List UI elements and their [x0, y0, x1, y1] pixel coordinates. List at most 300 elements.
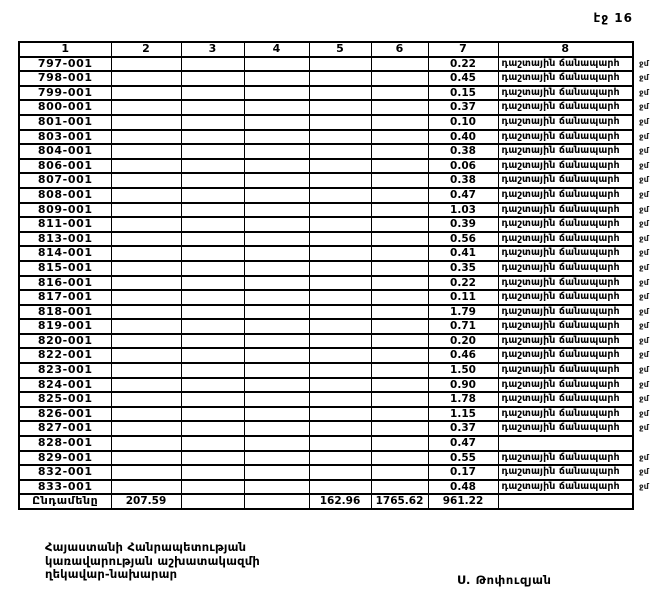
- table-row: [19, 348, 665, 363]
- col2-cell: [111, 480, 181, 495]
- row-code-cell: 800-001: [19, 100, 111, 115]
- edge-fragment: ջմ: [639, 248, 649, 258]
- road-type-cell: դաշտային ճանապարհ: [498, 144, 633, 159]
- col5-cell: [309, 173, 371, 188]
- table-row: [19, 100, 665, 115]
- total-row: [19, 494, 665, 509]
- col6-cell: [371, 173, 428, 188]
- road-type-cell: դաշտային ճանապարհ: [498, 290, 633, 305]
- col2-cell: 207.59: [111, 494, 181, 509]
- road-type-cell: դաշտային ճանապարհ: [498, 348, 633, 363]
- area-value-cell: 0.22: [428, 276, 498, 291]
- col2-cell: [111, 407, 181, 422]
- table-row: [19, 378, 665, 393]
- col2-cell: [111, 100, 181, 115]
- col4-cell: [244, 232, 309, 247]
- road-type-cell: դաշտային ճանապարհ: [498, 407, 633, 422]
- col6-cell: [371, 276, 428, 291]
- col2-cell: [111, 436, 181, 451]
- col2-cell: [111, 71, 181, 86]
- column-header-5: 5: [309, 42, 371, 57]
- edge-fragment: [633, 436, 665, 451]
- col4-cell: [244, 334, 309, 349]
- col4-cell: [244, 173, 309, 188]
- col3-cell: [181, 130, 244, 145]
- col2-cell: [111, 130, 181, 145]
- area-value-cell: 0.11: [428, 290, 498, 305]
- road-type-cell: դաշտային ճանապարհ: [498, 480, 633, 495]
- edge-fragment: ջմ: [639, 189, 649, 199]
- table-row: [19, 173, 665, 188]
- col4-cell: [244, 188, 309, 203]
- edge-fragment: ջմ: [639, 116, 649, 126]
- area-value-cell: 0.06: [428, 159, 498, 174]
- table-row: [19, 246, 665, 261]
- col3-cell: [181, 173, 244, 188]
- table-row: [19, 188, 665, 203]
- col5-cell: [309, 480, 371, 495]
- area-value-cell: 0.55: [428, 451, 498, 466]
- col2-cell: [111, 159, 181, 174]
- col2-cell: [111, 217, 181, 232]
- col2-cell: [111, 363, 181, 378]
- col3-cell: [181, 86, 244, 101]
- col5-cell: [309, 100, 371, 115]
- col3-cell: [181, 465, 244, 480]
- road-type-cell: դաշտային ճանապարհ: [498, 421, 633, 436]
- area-value-cell: 0.20: [428, 334, 498, 349]
- col6-cell: [371, 246, 428, 261]
- col3-cell: [181, 57, 244, 72]
- org-line-3: ղեկավար-նախարար: [45, 567, 178, 581]
- col2-cell: [111, 246, 181, 261]
- col4-cell: [244, 115, 309, 130]
- area-value-cell: 0.35: [428, 261, 498, 276]
- row-code-cell: 822-001: [19, 348, 111, 363]
- col2-cell: [111, 305, 181, 320]
- col2-cell: [111, 57, 181, 72]
- col3-cell: [181, 71, 244, 86]
- col5-cell: [309, 305, 371, 320]
- row-code-cell: 801-001: [19, 115, 111, 130]
- road-type-cell: [498, 436, 633, 451]
- col3-cell: [181, 407, 244, 422]
- edge-fragment: ջմ: [639, 394, 649, 404]
- road-type-cell: դաշտային ճանապարհ: [498, 392, 633, 407]
- table-row: [19, 334, 665, 349]
- table-row: [19, 232, 665, 247]
- col6-cell: [371, 348, 428, 363]
- area-value-cell: 0.39: [428, 217, 498, 232]
- col6-cell: [371, 392, 428, 407]
- col4-cell: [244, 436, 309, 451]
- area-value-cell: 0.71: [428, 319, 498, 334]
- col6-cell: [371, 203, 428, 218]
- column-header-8: 8: [498, 42, 633, 57]
- row-code-cell: 811-001: [19, 217, 111, 232]
- col2-cell: [111, 232, 181, 247]
- area-value-cell: 0.90: [428, 378, 498, 393]
- column-header-3: 3: [181, 42, 244, 57]
- col3-cell: [181, 451, 244, 466]
- col6-cell: [371, 421, 428, 436]
- row-code-cell: 820-001: [19, 334, 111, 349]
- col6-cell: [371, 188, 428, 203]
- row-code-cell: 803-001: [19, 130, 111, 145]
- area-value-cell: 0.56: [428, 232, 498, 247]
- area-value-cell: 0.48: [428, 480, 498, 495]
- col4-cell: [244, 57, 309, 72]
- area-value-cell: 0.37: [428, 421, 498, 436]
- area-value-cell: 0.45: [428, 71, 498, 86]
- edge-fragment: ջմ: [639, 58, 649, 68]
- col5-cell: [309, 71, 371, 86]
- area-value-cell: 1.03: [428, 203, 498, 218]
- col4-cell: [244, 290, 309, 305]
- area-value-cell: 1.79: [428, 305, 498, 320]
- table-row: [19, 480, 665, 495]
- edge-fragment: ջմ: [639, 292, 649, 302]
- col4-cell: [244, 378, 309, 393]
- col3-cell: [181, 261, 244, 276]
- edge-fragment: ջմ: [639, 73, 649, 83]
- col2-cell: [111, 173, 181, 188]
- row-code-cell: 809-001: [19, 203, 111, 218]
- table-row: [19, 305, 665, 320]
- area-value-cell: 0.17: [428, 465, 498, 480]
- col4-cell: [244, 494, 309, 509]
- col5-cell: [309, 261, 371, 276]
- table-row: [19, 392, 665, 407]
- col6-cell: [371, 71, 428, 86]
- road-type-cell: [498, 494, 633, 509]
- edge-fragment: ջմ: [639, 131, 649, 141]
- edge-fragment: ջմ: [639, 306, 649, 316]
- col5-cell: [309, 392, 371, 407]
- col4-cell: [244, 71, 309, 86]
- col6-cell: [371, 305, 428, 320]
- col2-cell: [111, 334, 181, 349]
- col5-cell: [309, 130, 371, 145]
- table-row: [19, 465, 665, 480]
- road-type-cell: դաշտային ճանապարհ: [498, 378, 633, 393]
- col4-cell: [244, 451, 309, 466]
- row-code-cell: 808-001: [19, 188, 111, 203]
- row-code-cell: 804-001: [19, 144, 111, 159]
- area-value-cell: 0.40: [428, 130, 498, 145]
- road-type-cell: դաշտային ճանապարհ: [498, 203, 633, 218]
- col6-cell: [371, 319, 428, 334]
- col3-cell: [181, 378, 244, 393]
- col2-cell: [111, 378, 181, 393]
- col3-cell: [181, 159, 244, 174]
- col2-cell: [111, 421, 181, 436]
- table-row: [19, 130, 665, 145]
- column-header-6: 6: [371, 42, 428, 57]
- col4-cell: [244, 305, 309, 320]
- row-code-cell: 823-001: [19, 363, 111, 378]
- edge-fragment: ջմ: [639, 277, 649, 287]
- road-type-cell: դաշտային ճանապարհ: [498, 232, 633, 247]
- header-ghost-cell: [633, 42, 665, 57]
- col5-cell: [309, 378, 371, 393]
- col4-cell: [244, 348, 309, 363]
- col5-cell: [309, 451, 371, 466]
- col3-cell: [181, 115, 244, 130]
- col6-cell: [371, 130, 428, 145]
- col2-cell: [111, 451, 181, 466]
- col6-cell: [371, 86, 428, 101]
- road-type-cell: դաշտային ճանապարհ: [498, 261, 633, 276]
- road-type-cell: դաշտային ճանապարհ: [498, 246, 633, 261]
- col5-cell: [309, 421, 371, 436]
- col5-cell: 162.96: [309, 494, 371, 509]
- area-value-cell: 0.38: [428, 144, 498, 159]
- table-row: [19, 203, 665, 218]
- col5-cell: [309, 363, 371, 378]
- column-header-4: 4: [244, 42, 309, 57]
- col4-cell: [244, 465, 309, 480]
- area-value-cell: 1.78: [428, 392, 498, 407]
- column-header-2: 2: [111, 42, 181, 57]
- col5-cell: [309, 115, 371, 130]
- col5-cell: [309, 465, 371, 480]
- col6-cell: [371, 144, 428, 159]
- road-type-cell: դաշտային ճանապարհ: [498, 276, 633, 291]
- col2-cell: [111, 144, 181, 159]
- org-line-1: Հայաստանի Հանրապետության: [45, 540, 247, 554]
- col6-cell: [371, 100, 428, 115]
- col5-cell: [309, 203, 371, 218]
- col2-cell: [111, 319, 181, 334]
- col4-cell: [244, 407, 309, 422]
- row-code-cell: 815-001: [19, 261, 111, 276]
- table-row: [19, 261, 665, 276]
- signatory-title-block: [45, 541, 260, 582]
- column-header-1: 1: [19, 42, 111, 57]
- table-row: [19, 71, 665, 86]
- col5-cell: [309, 86, 371, 101]
- col4-cell: [244, 217, 309, 232]
- col3-cell: [181, 436, 244, 451]
- table-row: [19, 451, 665, 466]
- col3-cell: [181, 319, 244, 334]
- road-type-cell: դաշտային ճանապարհ: [498, 363, 633, 378]
- col4-cell: [244, 159, 309, 174]
- table-row: [19, 421, 665, 436]
- col5-cell: [309, 57, 371, 72]
- area-value-cell: 1.50: [428, 363, 498, 378]
- col3-cell: [181, 421, 244, 436]
- row-code-cell: 824-001: [19, 378, 111, 393]
- col6-cell: [371, 261, 428, 276]
- col2-cell: [111, 348, 181, 363]
- col3-cell: [181, 348, 244, 363]
- col3-cell: [181, 144, 244, 159]
- road-type-cell: դաշտային ճանապարհ: [498, 115, 633, 130]
- row-code-cell: 819-001: [19, 319, 111, 334]
- col4-cell: [244, 319, 309, 334]
- col3-cell: [181, 203, 244, 218]
- edge-fragment: ջմ: [639, 87, 649, 97]
- col2-cell: [111, 188, 181, 203]
- row-code-cell: 807-001: [19, 173, 111, 188]
- row-code-cell: 828-001: [19, 436, 111, 451]
- row-code-cell: 817-001: [19, 290, 111, 305]
- col3-cell: [181, 188, 244, 203]
- col3-cell: [181, 100, 244, 115]
- col5-cell: [309, 246, 371, 261]
- col5-cell: [309, 232, 371, 247]
- col5-cell: [309, 407, 371, 422]
- edge-fragment: ջմ: [639, 350, 649, 360]
- road-type-cell: դաշտային ճանապարհ: [498, 305, 633, 320]
- area-value-cell: 0.15: [428, 86, 498, 101]
- col5-cell: [309, 436, 371, 451]
- row-code-cell: 818-001: [19, 305, 111, 320]
- area-value-cell: 0.22: [428, 57, 498, 72]
- col3-cell: [181, 392, 244, 407]
- row-code-cell: 833-001: [19, 480, 111, 495]
- col6-cell: [371, 436, 428, 451]
- col3-cell: [181, 246, 244, 261]
- col4-cell: [244, 203, 309, 218]
- col6-cell: [371, 407, 428, 422]
- road-type-cell: դաշտային ճանապարհ: [498, 334, 633, 349]
- table-row: [19, 115, 665, 130]
- road-type-cell: դաշտային ճանապարհ: [498, 159, 633, 174]
- col6-cell: [371, 363, 428, 378]
- area-value-cell: 1.15: [428, 407, 498, 422]
- table-row: [19, 407, 665, 422]
- col3-cell: [181, 480, 244, 495]
- col6-cell: [371, 378, 428, 393]
- col4-cell: [244, 261, 309, 276]
- edge-fragment: ջմ: [639, 321, 649, 331]
- col3-cell: [181, 232, 244, 247]
- col4-cell: [244, 421, 309, 436]
- area-value-cell: 0.41: [428, 246, 498, 261]
- road-type-cell: դաշտային ճանապարհ: [498, 71, 633, 86]
- table-row: [19, 363, 665, 378]
- col2-cell: [111, 115, 181, 130]
- table-row: [19, 57, 665, 72]
- road-type-cell: դաշտային ճանապարհ: [498, 130, 633, 145]
- edge-fragment: ջմ: [639, 219, 649, 229]
- col6-cell: [371, 465, 428, 480]
- col2-cell: [111, 392, 181, 407]
- row-code-cell: 814-001: [19, 246, 111, 261]
- area-value-cell: 0.47: [428, 436, 498, 451]
- col3-cell: [181, 290, 244, 305]
- col6-cell: [371, 57, 428, 72]
- row-code-cell: 826-001: [19, 407, 111, 422]
- edge-fragment: ջմ: [639, 423, 649, 433]
- table-row: [19, 217, 665, 232]
- col5-cell: [309, 188, 371, 203]
- row-code-cell: 825-001: [19, 392, 111, 407]
- edge-fragment: ջմ: [639, 160, 649, 170]
- edge-fragment: ջմ: [639, 233, 649, 243]
- table-row: [19, 276, 665, 291]
- row-code-cell: 829-001: [19, 451, 111, 466]
- col6-cell: [371, 217, 428, 232]
- col2-cell: [111, 86, 181, 101]
- edge-fragment: ջմ: [639, 452, 649, 462]
- col4-cell: [244, 100, 309, 115]
- edge-fragment: ջմ: [639, 379, 649, 389]
- col6-cell: 1765.62: [371, 494, 428, 509]
- col5-cell: [309, 159, 371, 174]
- edge-fragment: ջմ: [639, 102, 649, 112]
- edge-fragment: ջմ: [639, 481, 649, 491]
- edge-fragment: ջմ: [639, 146, 649, 156]
- edge-fragment: ջմ: [639, 408, 649, 418]
- table-header-row: [19, 42, 665, 57]
- col3-cell: [181, 305, 244, 320]
- table-row: [19, 159, 665, 174]
- edge-fragment: ջմ: [639, 467, 649, 477]
- col5-cell: [309, 144, 371, 159]
- area-value-cell: 0.38: [428, 173, 498, 188]
- col6-cell: [371, 451, 428, 466]
- edge-fragment: ջմ: [639, 175, 649, 185]
- col6-cell: [371, 232, 428, 247]
- road-type-cell: դաշտային ճանապարհ: [498, 100, 633, 115]
- col4-cell: [244, 363, 309, 378]
- col5-cell: [309, 290, 371, 305]
- col5-cell: [309, 276, 371, 291]
- edge-fragment: [633, 494, 665, 509]
- col4-cell: [244, 144, 309, 159]
- col2-cell: [111, 465, 181, 480]
- area-value-cell: 0.10: [428, 115, 498, 130]
- road-type-cell: դաշտային ճանապարհ: [498, 465, 633, 480]
- col4-cell: [244, 276, 309, 291]
- area-value-cell: 0.47: [428, 188, 498, 203]
- col3-cell: [181, 334, 244, 349]
- col4-cell: [244, 392, 309, 407]
- col3-cell: [181, 363, 244, 378]
- row-code-cell: 813-001: [19, 232, 111, 247]
- road-type-cell: դաշտային ճանապարհ: [498, 173, 633, 188]
- row-code-cell: Ընդամենը: [19, 494, 111, 509]
- col3-cell: [181, 217, 244, 232]
- edge-fragment: ջմ: [639, 204, 649, 214]
- col4-cell: [244, 86, 309, 101]
- col6-cell: [371, 159, 428, 174]
- table-row: [19, 86, 665, 101]
- col2-cell: [111, 276, 181, 291]
- col3-cell: [181, 276, 244, 291]
- col4-cell: [244, 480, 309, 495]
- col5-cell: [309, 348, 371, 363]
- col2-cell: [111, 290, 181, 305]
- col4-cell: [244, 130, 309, 145]
- land-parcel-table: [18, 41, 666, 510]
- row-code-cell: 816-001: [19, 276, 111, 291]
- table-row: [19, 436, 665, 451]
- page-number: էջ 16: [593, 11, 633, 25]
- edge-fragment: ջմ: [639, 365, 649, 375]
- area-value-cell: 961.22: [428, 494, 498, 509]
- col2-cell: [111, 203, 181, 218]
- row-code-cell: 798-001: [19, 71, 111, 86]
- org-line-2: կառավարության աշխատակազմի: [45, 553, 260, 568]
- road-type-cell: դաշտային ճանապարհ: [498, 451, 633, 466]
- col6-cell: [371, 334, 428, 349]
- row-code-cell: 827-001: [19, 421, 111, 436]
